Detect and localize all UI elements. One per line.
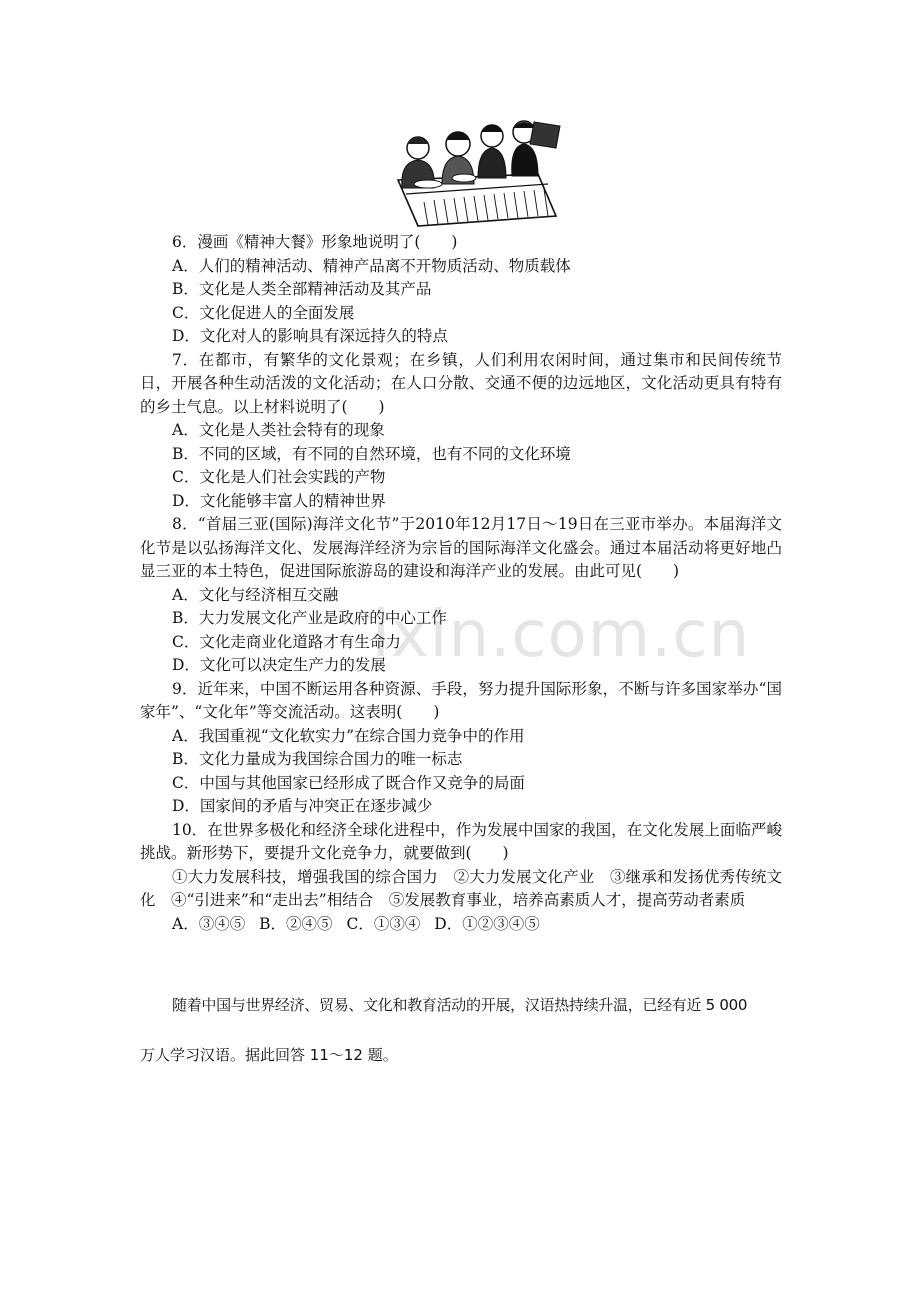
option-c: C．中国与其他国家已经形成了既合作又竞争的局面 (172, 773, 525, 792)
option-a: A．文化是人类社会特有的现象 (172, 421, 385, 439)
option-c: C．文化促进人的全面发展 (172, 303, 355, 322)
option-d: D．文化可以决定生产力的发展 (172, 656, 386, 674)
question-stem: 8．“首届三亚(国际)海洋文化节”于2010年12月17日～19日在三亚市举办。本届海洋文化节是以弘扬海洋文化、发展海洋经济为宗旨的国际海洋文化盛会。通过本届活动将更好地凸显三亚的本土特色，促进国际旅游岛的建设和海洋产业的发展。由此可见( ) (140, 515, 782, 580)
question-stem: 6．漫画《精神大餐》形象地说明了( ) (172, 233, 458, 251)
option-b: B．不同的区域，有不同的自然环境，也有不同的文化环境 (172, 444, 571, 463)
option-d: D．国家间的矛盾与冲突正在逐步减少 (172, 797, 433, 815)
option-b: B．文化力量成为我国综合国力的唯一标志 (172, 750, 463, 768)
question-stem: 10．在世界多极化和经济全球化进程中，作为发展中国家的我国，在文化发展上面临严峻挑战。新形势下，要提升文化竞争力，就要做到( ) (140, 820, 782, 862)
question-items: ①大力发展科技，增强我国的综合国力 ②大力发展文化产业 ③继承和发扬优秀传统文化 ④“引进来”和“走出去”相结合 ⑤发展教育事业，培养高素质人才，提高劳动者素质 (140, 867, 782, 909)
option-a: A．人们的精神活动、精神产品离不开物质活动、物质载体 (172, 256, 571, 275)
option-c: C．①③④ (346, 914, 421, 933)
option-d: D．①②③④⑤ (434, 914, 540, 933)
option-b: B．②④⑤ (259, 914, 333, 933)
question-stem: 9．近年来，中国不断运用各种资源、手段，努力提升国际形象，不断与许多国家举办“国家年”、“文化年”等交流活动。这表明( ) (140, 679, 782, 721)
question-10 (140, 819, 782, 937)
question-8 (140, 513, 782, 678)
question-9 (140, 678, 782, 819)
option-a: A．③④⑤ (172, 914, 246, 933)
option-d: D．文化对人的影响具有深远持久的特点 (172, 327, 448, 345)
option-row (140, 913, 782, 937)
passage-line-1: 随着中国与世界经济、贸易、文化和教育活动的开展，汉语热持续升温，已经有近 5 000 (172, 996, 748, 1014)
passage-line-2: 万人学习汉语。据此回答 11～12 题。 (140, 1046, 398, 1064)
watermark: ixin.com.cn (372, 598, 751, 672)
question-stem: 7．在都市，有繁华的文化景观；在乡镇，人们利用农闲时间，通过集市和民间传统节日，开展各种生动活泼的文化活动；在人口分散、交通不便的边远地区，文化活动更具有特有的乡土气息。以上材料说明了( ) (140, 350, 782, 416)
question-list (140, 231, 782, 936)
option-d: D．文化能够丰富人的精神世界 (172, 491, 386, 510)
option-b: B．文化是人类全部精神活动及其产品 (172, 280, 432, 298)
question-7 (140, 349, 782, 514)
question-6 (140, 231, 782, 349)
option-a: A．文化与经济相互交融 (172, 585, 339, 604)
option-c: C．文化走商业化道路才有生命力 (172, 632, 401, 651)
option-a: A．我国重视“文化软实力”在综合国力竞争中的作用 (172, 726, 525, 745)
option-c: C．文化是人们社会实践的产物 (172, 468, 386, 486)
option-b: B．大力发展文化产业是政府的中心工作 (172, 609, 447, 627)
reading-passage (140, 994, 782, 1066)
cartoon-illustration (388, 118, 564, 230)
